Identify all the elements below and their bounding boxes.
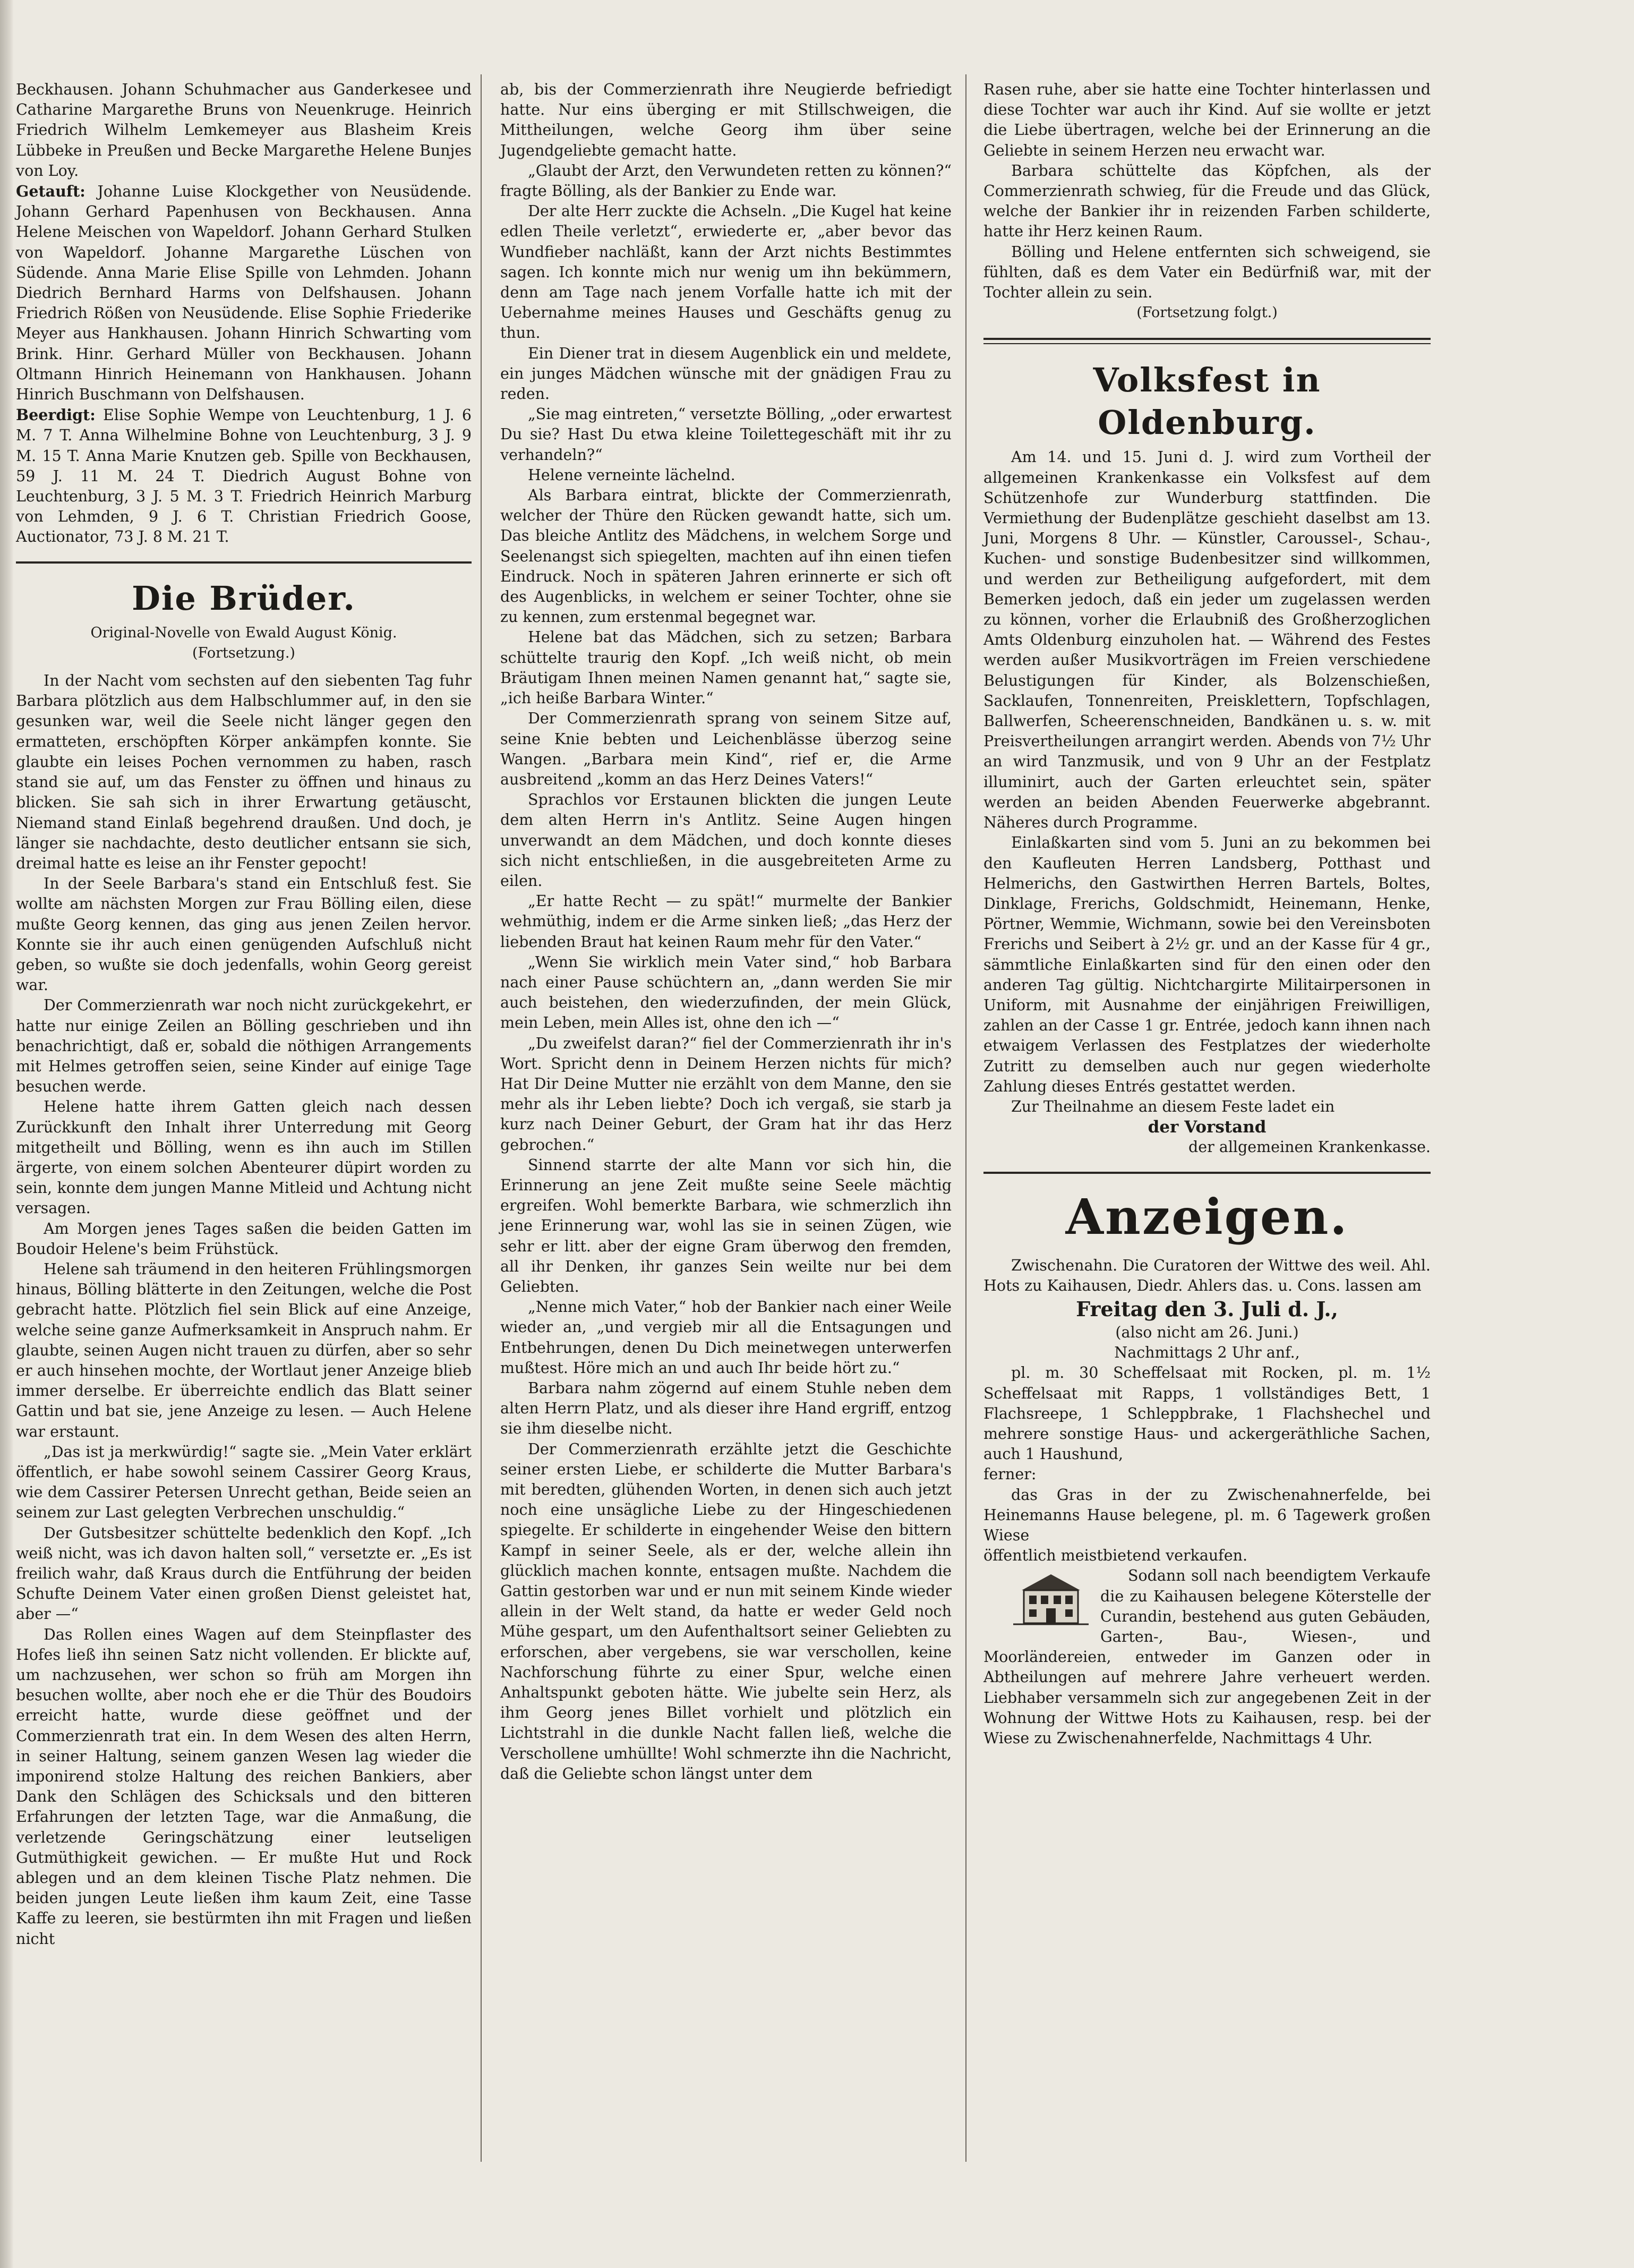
- story-paragraph: Der alte Herr zuckte die Achseln. „Die Kugel hat keine edlen Theile verletzt“, erwiederte er, „aber bevor das Wundfieber nachläßt, kann der Arzt nichts Bestimmtes sagen. Ich konnte mich nur wenig um ihn bekümmern, denn am Tage nach jenem Vorfalle hatte ich mit der Uebernahme meines Hauses und Geschäfts genug zu thun.: [500, 202, 952, 342]
- story-paragraph: Ein Diener trat in diesem Augenblick ein und meldete, ein junges Mädchen wünsche mit der gnädigen Frau zu reden.: [500, 344, 952, 403]
- story-paragraph: Helene verneinte lächelnd.: [528, 466, 735, 484]
- column-rule-left: [481, 74, 482, 2162]
- story-paragraph: „Nenne mich Vater,“ hob der Bankier nach einer Weile wieder an, „und vergieb mir all die Entsagungen und Entbehrungen, denen Du Dich meinetwegen unterwerfen mußtest. Höre mich an und auch Ihr beide hört zu.“: [500, 1298, 952, 1377]
- buried-section: [16, 405, 472, 547]
- volksfest-paragraph: Zur Theilnahme an diesem Feste ladet ein: [1011, 1097, 1335, 1115]
- story-paragraph: „Wenn Sie wirklich mein Vater sind,“ hob Barbara nach einer Pause schüchtern an, „dann werden Sie mir auch beistehen, den wiederzufinden, der mein Glück, mein Leben, mein Alles ist, ohne den ich —“: [500, 953, 952, 1032]
- left-column: [16, 80, 472, 1949]
- binding-gutter: [0, 0, 14, 2268]
- story-paragraph: „Das ist ja merkwürdig!“ sagte sie. „Mein Vater erklärt öffentlich, er habe sowohl seinem Cassirer Georg Kraus, wie dem Cassirer Petersen Unrecht gethan, Beide seien an seinem zur Last gelegten Verbrechen unschuldig.“: [16, 1443, 472, 1522]
- section-divider: [983, 1172, 1431, 1174]
- house-icon: [983, 1570, 1091, 1634]
- story-title: Die Brüder.: [132, 578, 356, 618]
- column-rule-right: [965, 74, 966, 2162]
- baptized-label: Getauft:: [16, 182, 85, 201]
- story-to-be-continued: (Fortsetzung folgt.): [1136, 304, 1278, 321]
- volksfest-title: Volksfest in Oldenburg.: [1093, 361, 1321, 442]
- story-paragraph: Der Commerzienrath war noch nicht zurückgekehrt, er hatte nur einige Zeilen an Bölling geschrieben und ihn benachrichtigt, daß er, sobald die nöthigen Arrangements mit Helmes getroffen seien, seine Kinder auf einige Tage besuchen werde.: [16, 996, 472, 1096]
- story-paragraph: Sinnend starrte der alte Mann vor sich hin, die Erinnerung an jene Zeit mußte seine Seele mächtig ergreifen. Wohl bemerkte Barbara, wie schmerzlich ihn jene Erinnerung war, wohl las sie in seinen Zügen, wie sehr er litt. aber der eigne Gram überwog den fremden, all ihr Denken, ihr ganzes Sein weilte nur bei dem Geliebten.: [500, 1156, 952, 1295]
- buried-label: Beerdigt:: [16, 406, 96, 424]
- page-margin: [1431, 0, 1634, 2268]
- section-divider: [16, 561, 472, 564]
- ad-date: Freitag den 3. Juli d. J.,: [1076, 1297, 1338, 1321]
- story-paragraph: ab, bis der Commerzienrath ihre Neugierde befriedigt hatte. Nur eins überging er mit Stillschweigen, die Mittheilungen, welche Georg ihm über seine Jugendgeliebte gemacht hatte.: [500, 81, 952, 159]
- story-paragraph: Als Barbara eintrat, blickte der Commerzienrath, welcher der Thüre den Rücken gewandt hatte, sich um. Das bleiche Antlitz des Mädchens, in welchem Sorge und Seelenangst sich spiegelten, machten auf ihn einen tiefen Eindruck. Noch in späteren Jahren erinnerte er sich oft des Augenblicks, in welchem er seiner Tochter, ohne sie zu kennen, zum erstenmal begegnet war.: [500, 487, 952, 626]
- story-paragraph: In der Nacht vom sechsten auf den siebenten Tag fuhr Barbara plötzlich aus dem Halbschlummer auf, in den sie gesunken war, weil die Seele nicht länger gegen den ermatteten, erschöpften Körper ankämpfen konnte. Sie glaubte ein leises Pochen vernommen zu haben, rasch stand sie auf, um das Fenster zu öffnen und hinaus zu blicken. Sie sah sich in ihrer Erwartung getäuscht, Niemand stand Einlaß begehrend draußen. Und doch, je länger sie nachdachte, desto deutlicher entsann sie sich, dreimal hatte es leise an ihr Fenster gepocht!: [16, 672, 472, 872]
- story-paragraph: Der Commerzienrath erzählte jetzt die Geschichte seiner ersten Liebe, er schilderte die Mutter Barbara's mit beredten, glühenden Worten, in denen sich auch jetzt noch eine unsägliche Liebe zu der Hingeschiedenen spiegelte. Er schilderte in eingehender Weise den bittern Kampf in seiner Seele, als er der, welche allein ihn glücklich machen konnte, entsagen mußte. Nachdem die Gattin gestorben war und er nun mit seinem Kinde wieder allein in der Welt stand, da hatte er weder Geld noch Mühe gespart, um den Aufenthaltsort seiner Geliebten zu erforschen, aber vergebens, sie war verschollen, keine Nachforschung führte zu einer Spur, welche einen Anhaltspunkt geboten hätte. Wie jubelte sein Herz, als ihm Georg jenes Billet vorhielt und plötzlich ein Lichtstrahl in die dunkle Nacht fallen ließ, welche die Verschollene umhüllte! Wohl schmerzte ihn die Nachricht, daß die Geliebte schon längst unter dem: [500, 1440, 952, 1783]
- middle-column: [500, 80, 952, 1784]
- story-continuation: (Fortsetzung.): [192, 644, 295, 661]
- baptized-text: Johanne Luise Klockgether von Neusüdende. Johann Gerhard Papenhusen von Beckhausen. Anna Helene Meischen von Wapeldorf. Johann Gerhard Stulken von Wapeldorf. Johanne Margarethe Lüschen von Südende. Anna Marie Elise Spille von Lehmden. Johann Diedrich Bernhard Harms von Delfshausen. Johann Friedrich Rößen von Neusüdende. Elise Sophie Friederike Meyer aus Hankhausen. Johann Hinrich Schwarting vom Brink. Hinr. Gerhard Müller von Beckhausen. Johann Oltmann Hinrich Heinemann von Hankhausen. Johann Hinrich Buschmann von Delfshausen.: [16, 183, 472, 404]
- story-paragraph: Sprachlos vor Erstaunen blickten die jungen Leute dem alten Herrn in's Antlitz. Seine Augen hingen unverwandt an dem Mädchen, und doch konnte dieses sich nicht entschließen, in die ausgebreiteten Arme zu eilen.: [500, 791, 952, 890]
- story-paragraph: „Er hatte Recht — zu spät!“ murmelte der Bankier wehmüthig, indem er die Arme sinken ließ; „das Herz der liebenden Braut hat keinen Raum mehr für den Vater.“: [500, 892, 952, 951]
- ad-date-note: (also nicht am 26. Juni.): [1115, 1323, 1299, 1341]
- story-paragraph: Das Rollen eines Wagen auf dem Steinpflaster des Hofes ließ ihn seinen Satz nicht vollenden. Er blickte auf, um nachzusehen, wer schon so früh am Morgen ihn besuchen wollte, aber noch ehe er die Thür des Boudoirs erreicht hatte, wurde diese geöffnet und der Commerzienrath trat ein. In dem Wesen des alten Herrn, in seiner Haltung, seinem ganzen Wesen lag wieder die imponirend stolze Haltung des reichen Bankiers, aber Dank den Schlägen des Schicksals und den bitteren Erfahrungen der letzten Tage, war die Anmaßung, die verletzende Geringschätzung einer leutseligen Gutmüthigkeit gewichen. — Er mußte Hut und Rock ablegen und an dem kleinen Tische Platz nehmen. Die beiden jungen Leute ließen ihm kaum Zeit, eine Tasse Kaffe zu leeren, sie bestürmten ihn mit Fragen und ließen nicht: [16, 1625, 472, 1948]
- story-paragraph: „Sie mag eintreten,“ versetzte Bölling, „oder erwartest Du sie? Hast Du etwa kleine Toilettegeschäft mit ihr zu verhandeln?“: [500, 405, 952, 464]
- story-byline: Original-Novelle von Ewald August König.: [90, 624, 397, 641]
- ad-sodann-text: Sodann soll nach beendigtem Verkaufe die zu Kaihausen belegene Köterstelle der Curandin, bestehend aus guten Gebäuden, Garten-, Bau-, Wiesen-, und Moorländereien, entweder im Ganzen oder in Abtheilungen auf mehrere Jahre verheuert werden. Liebhaber versammeln sich zur angegebenen Zeit in der Wohnung der Wittwe Hots zu Kaihausen, resp. bei der Wiese zu Zwischenahnerfelde, Nachmittags 4 Uhr.: [983, 1567, 1431, 1747]
- story-paragraph: In der Seele Barbara's stand ein Entschluß fest. Sie wollte am nächsten Morgen zur Frau Bölling eilen, diese mußte Georg kennen, das ging aus jenen Zeilen hervor. Konnte sie ihr auch einen genügenden Aufschluß nicht geben, so wußte sie doch jedenfalls, wohin Georg gereist war.: [16, 875, 472, 994]
- ads-title: Anzeigen.: [1065, 1188, 1349, 1246]
- story-paragraph: Am Morgen jenes Tages saßen die beiden Gatten im Boudoir Helene's beim Frühstück.: [16, 1220, 472, 1258]
- story-paragraph: Der Commerzienrath sprang von seinem Sitze auf, seine Knie bebten und Leichenblässe überzog seine Wangen. „Barbara mein Kind“, rief er, die Arme ausbreitend „komm an das Herz Deines Vaters!“: [500, 710, 952, 788]
- ad-sodann-paragraph: [983, 1566, 1431, 1749]
- story-paragraph: „Glaubt der Arzt, den Verwundeten retten zu können?“ fragte Bölling, als der Bankier zu Ende war.: [500, 161, 952, 200]
- story-paragraph: Barbara schüttelte das Köpfchen, als der Commerzienrath schwieg, für die Freude und das Glück, welche der Bankier ihr in reizenden Farben schilderte, hatte ihr Herz keinen Raum.: [983, 161, 1431, 241]
- ad-intro: Zwischenahn. Die Curatoren der Wittwe des weil. Ahl. Hots zu Kaihausen, Diedr. Ahlers das. u. Cons. lassen am: [983, 1256, 1431, 1294]
- story-paragraph: Helene sah träumend in den heiteren Frühlingsmorgen hinaus, Bölling blätterte in den Zeitungen, welche die Post gebracht hatte. Plötzlich fiel sein Blick auf eine Anzeige, welche seine ganze Aufmerksamkeit in Anspruch nahm. Er glaubte, seinen Augen nicht trauen zu dürfen, aber so sehr er auch hinsehen mochte, der Wortlaut jener Anzeige blieb immer derselbe. Er überreichte endlich das Blatt seiner Gattin und bat sie, jene Anzeige zu lesen. — Auch Helene war erstaunt.: [16, 1260, 472, 1440]
- church-register-intro: Beckhausen. Johann Schuhmacher aus Ganderkesee und Catharine Margarethe Bruns von Neuenkruge. Heinrich Friedrich Wilhelm Lemkemeyer aus Blasheim Kreis Lübbeke in Preußen und Becke Margarethe Helene Bunjes von Loy.: [16, 81, 472, 180]
- baptized-section: [16, 181, 472, 405]
- story-paragraph: „Du zweifelst daran?“ fiel der Commerzienrath ihr in's Wort. Spricht denn in Deinem Herzen nichts für mich? Hat Dir Deine Mutter nie erzählt von dem Manne, den sie mehr als ihr Leben liebte? Doch ich vergaß, sie starb ja kurz nach Deiner Geburt, der Gram hat ihr das Herz gebrochen.“: [500, 1034, 952, 1154]
- ad-time: Nachmittags 2 Uhr anf.,: [1114, 1344, 1300, 1362]
- story-paragraph: Rasen ruhe, aber sie hatte eine Tochter hinterlassen und diese Tochter war auch ihr Kind. Auf sie wollte er jetzt die Liebe übertragen, welche bei der Erinnerung an die Geliebte in seinem Herzen neu erwacht war.: [983, 81, 1431, 159]
- buried-text: Elise Sophie Wempe von Leuchtenburg, 1 J. 6 M. 7 T. Anna Wilhelmine Bohne von Leuchtenburg, 3 J. 9 M. 15 T. Anna Marie Knutzen geb. Spille von Beckhausen, 59 J. 11 M. 24 T. Diedrich August Bohne von Leuchtenburg, 3 J. 5 M. 3 T. Friedrich Heinrich Marburg von Lehmden, 9 J. 6 T. Christian Friedrich Goose, Auctionator, 73 J. 8 M. 21 T.: [16, 406, 472, 546]
- story-paragraph: Helene hatte ihrem Gatten gleich nach dessen Zurückkunft den Inhalt ihrer Unterredung mit Georg mitgetheilt und Bölling, wenn es ihn auch im Stillen ärgerte, von einem solchen Abenteurer düpirt worden zu sein, konnte dem jungen Manne Mitleid und Achtung nicht versagen.: [16, 1098, 472, 1217]
- ad-grass: das Gras in der zu Zwischenahnerfelde, bei Heinemanns Hause belegene, pl. m. 6 Tagewerk großen Wiese: [983, 1486, 1431, 1544]
- section-divider: [983, 338, 1431, 344]
- story-paragraph: Barbara nahm zögernd auf einem Stuhle neben dem alten Herrn Platz, und als dieser ihre Hand ergriff, entzog sie ihm dieselbe nicht.: [500, 1379, 952, 1438]
- ad-items: pl. m. 30 Scheffelsaat mit Rocken, pl. m. 1½ Scheffelsaat mit Rapps, 1 vollständiges Bett, 1 Flachsreepe, 1 Schleppbrake, 1 Flachshechel und mehrere sonstige Haus- und ackergeräthliche Sachen, auch 1 Haushund,: [983, 1364, 1431, 1463]
- story-paragraph: Helene bat das Mädchen, sich zu setzen; Barbara schüttelte traurig den Kopf. „Ich weiß nicht, ob mein Bräutigam Ihnen meinen Namen genannt hat,“ sagte sie, „ich heiße Barbara Winter.“: [500, 628, 952, 707]
- volksfest-signature-org: der allgemeinen Krankenkasse.: [1188, 1138, 1431, 1156]
- story-paragraph: Der Gutsbesitzer schüttelte bedenklich den Kopf. „Ich weiß nicht, was ich davon halten soll,“ versetzte er. „Es ist freilich wahr, daß Kraus durch die Entführung der beiden Schufte Deinem Vater einen großen Dienst geleistet hat, aber —“: [16, 1524, 472, 1623]
- volksfest-paragraph: Am 14. und 15. Juni d. J. wird zum Vortheil der allgemeinen Krankenkasse ein Volksfest auf dem Schützenhofe zur Wunderburg stattfinden. Die Vermiethung der Budenplätze geschieht daselbst am 13. Juni, Morgens 8 Uhr. — Künstler, Caroussel-, Schau-, Kuchen- und sonstige Budenbesitzer sind willkommen, und werden zur Betheiligung aufgefordert, mit dem Bemerken jedoch, daß ein jeder um zugelassen werden zu können, vorher die Erlaubniß des Großherzoglichen Amts Oldenburg einzuholen hat. — Während des Festes werden außer Musikvorträgen im Freien verschiedene Belustigungen für Kinder, als Bolzenschießen, Sacklaufen, Tonnenreiten, Preisklettern, Topfschlagen, Ballwerfen, Scheerenschneiden, Bandkänen u. s. w. mit Preisvertheilungen arrangirt werden. Abends von 7½ Uhr an wird Tanzmusik, und von 9 Uhr an der Festplatz illuminirt, auch der Garten erleuchtet sein, später werden an beiden Abenden Feuerwerke abgebrannt. Näheres durch Programme.: [983, 448, 1431, 832]
- story-paragraph: Bölling und Helene entfernten sich schweigend, sie fühlten, daß es dem Vater ein Bedürfniß war, mit der Tochter allein zu sein.: [983, 243, 1431, 302]
- right-column: [983, 80, 1431, 1749]
- volksfest-signature: der Vorstand: [1148, 1118, 1267, 1137]
- ad-sale: öffentlich meistbietend verkaufen.: [983, 1547, 1248, 1565]
- volksfest-paragraph: Einlaßkarten sind vom 5. Juni an zu bekommen bei den Kaufleuten Herren Landsberg, Potthast und Helmerichs, den Gastwirthen Herren Bartels, Boltes, Dinklage, Frerichs, Goldschmidt, Heinemann, Henke, Pörtner, Wemmie, Wichmann, sowie bei den Vereinsboten Frerichs und Seibert à 2½ gr. und an der Kasse für 4 gr., sämmtliche Einlaßkarten sind für den einen oder den anderen Tag gültig. Nichtchargirte Militairpersonen in Uniform, mit Ausnahme der einjährigen Freiwilligen, zahlen an der Casse 1 gr. Entrée, jedoch kann ihnen nach etwaigem Verlassen des Festplatzes der wiederholte Zutritt zu demselben auch nur gegen wiederholte Zahlung dieses Entrés gestattet werden.: [983, 834, 1431, 1095]
- ad-ferner: ferner:: [983, 1465, 1037, 1483]
